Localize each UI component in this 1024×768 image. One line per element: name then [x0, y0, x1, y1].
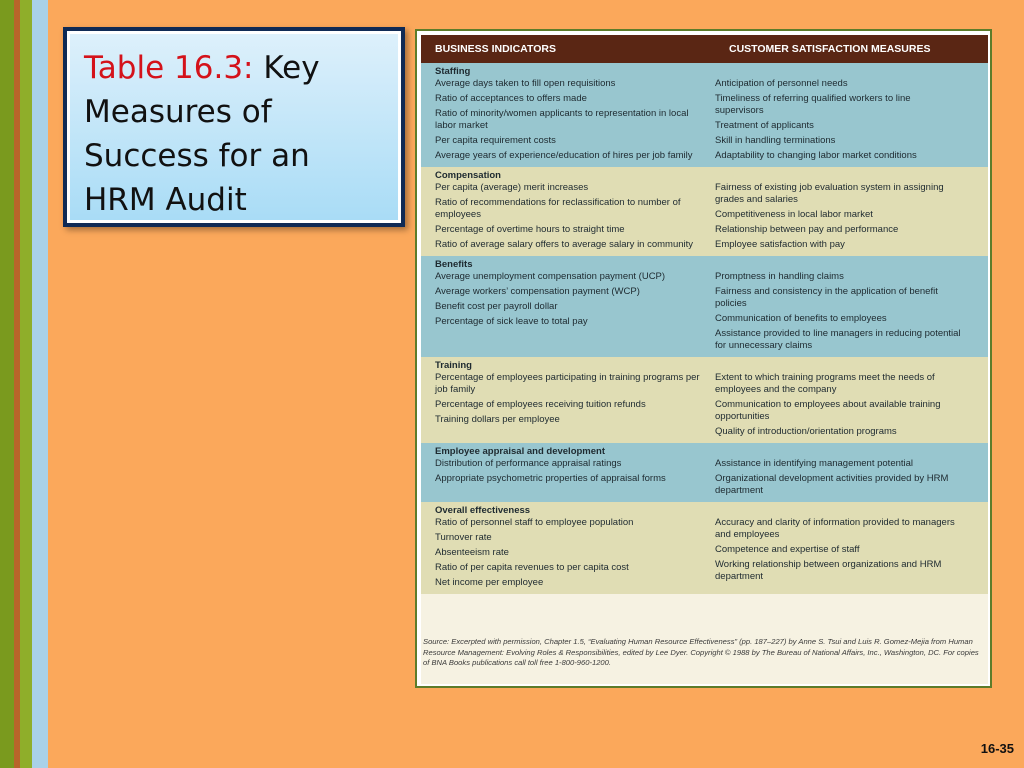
title-table-number: Table 16.3:	[84, 50, 254, 86]
table-cell: Average days taken to fill open requisitions	[435, 78, 616, 89]
decor-stripe-4	[32, 0, 48, 768]
table-cell: Assistance provided to line managers in reducing potential for unnecessary claims	[715, 328, 961, 351]
table-cell: Percentage of employees participating in training programs per job family	[435, 372, 700, 395]
table-cell: Employee satisfaction with pay	[715, 239, 845, 250]
section-title: Employee appraisal and development	[435, 446, 605, 457]
table-cell: Communication to employees about available training opportunities	[715, 399, 941, 422]
table-cell: Percentage of overtime hours to straight time	[435, 224, 625, 235]
section-title: Compensation	[435, 170, 501, 181]
table-cell: Extent to which training programs meet the needs of employees and the company	[715, 372, 935, 395]
header-customer-satisfaction: CUSTOMER SATISFACTION MEASURES	[729, 43, 931, 55]
customer-satisfaction-column	[715, 372, 975, 441]
table-cell: Quality of introduction/orientation programs	[715, 426, 897, 437]
table-section	[421, 63, 988, 167]
table-cell: Percentage of employees receiving tuition refunds	[435, 399, 646, 410]
table-cell: Ratio of personnel staff to employee population	[435, 517, 634, 528]
table-section	[421, 357, 988, 443]
customer-satisfaction-column	[715, 458, 975, 500]
table-cell: Average unemployment compensation payment (UCP)	[435, 271, 666, 282]
header-business-indicators: BUSINESS INDICATORS	[435, 43, 556, 55]
table-cell: Ratio of acceptances to offers made	[435, 93, 587, 104]
table-section	[421, 256, 988, 357]
business-indicators-column	[421, 458, 715, 500]
table-cell: Organizational development activities provided by HRM department	[715, 473, 949, 496]
table-cell: Assistance in identifying management potential	[715, 458, 914, 469]
table-cell: Net income per employee	[435, 577, 544, 588]
business-indicators-column	[421, 78, 715, 165]
table-cell: Average workers’ compensation payment (WCP)	[435, 286, 640, 297]
decor-stripe-3	[20, 0, 32, 768]
table-cell: Treatment of applicants	[715, 120, 814, 131]
table-cell: Percentage of sick leave to total pay	[435, 316, 588, 327]
table-cell: Ratio of minority/women applicants to representation in local labor market	[435, 108, 689, 131]
table-section	[421, 167, 988, 256]
table-cell: Per capita requirement costs	[435, 135, 556, 146]
page-number: 16-35	[980, 741, 1014, 756]
section-title: Benefits	[435, 259, 473, 270]
table-cell: Ratio of average salary offers to average salary in community	[435, 239, 694, 250]
table-cell: Competence and expertise of staff	[715, 544, 860, 555]
business-indicators-column	[421, 372, 715, 441]
table-cell: Appropriate psychometric properties of appraisal forms	[435, 473, 666, 484]
table-cell: Communication of benefits to employees	[715, 313, 887, 324]
table-cell: Promptness in handling claims	[715, 271, 844, 282]
business-indicators-column	[421, 182, 715, 254]
table-cell: Anticipation of personnel needs	[715, 78, 848, 89]
table-cell: Timeliness of referring qualified workers to line supervisors	[715, 93, 911, 116]
customer-satisfaction-column	[715, 182, 975, 254]
hrm-audit-table	[421, 35, 988, 684]
table-cell: Fairness of existing job evaluation system in assigning grades and salaries	[715, 182, 944, 205]
table-sections	[421, 63, 988, 594]
table-header	[421, 35, 988, 63]
table-cell: Benefit cost per payroll dollar	[435, 301, 558, 312]
source-citation: Source: Excerpted with permission, Chapter 1.5, “Evaluating Human Resource Effectiveness” (pp. 187–227) by Anne S. Tsui and Luis R. Gomez-Mejia from Human Resource Management: Evolving Roles & Responsibilities, edited by Lee Dyer. Copyright © 1988 by The Bureau of National Affairs, Inc., Washington, DC. For copies of BNA Books publications call toll free 1-800-960-1200.	[421, 633, 988, 684]
table-cell: Competitiveness in local labor market	[715, 209, 873, 220]
table-cell: Turnover rate	[435, 532, 492, 543]
section-title: Staffing	[435, 66, 471, 77]
business-indicators-column	[421, 271, 715, 355]
table-cell: Working relationship between organizations and HRM department	[715, 559, 942, 582]
table-cell: Per capita (average) merit increases	[435, 182, 589, 193]
table-cell: Adaptability to changing labor market conditions	[715, 150, 917, 161]
table-cell: Skill in handling terminations	[715, 135, 836, 146]
business-indicators-column	[421, 517, 715, 592]
table-cell: Relationship between pay and performance	[715, 224, 899, 235]
table-cell: Fairness and consistency in the application of benefit policies	[715, 286, 938, 309]
table-section	[421, 443, 988, 502]
decor-stripe-1	[0, 0, 14, 768]
customer-satisfaction-column	[715, 271, 975, 355]
table-section	[421, 502, 988, 594]
customer-satisfaction-column	[715, 78, 975, 165]
table-cell: Training dollars per employee	[435, 414, 560, 425]
customer-satisfaction-column	[715, 517, 975, 592]
title-text: Key Measures of Success for an HRM Audit	[84, 50, 320, 218]
table-cell: Average years of experience/education of hires per job family	[435, 150, 693, 161]
table-frame	[415, 29, 992, 688]
table-cell: Ratio of per capita revenues to per capita cost	[435, 562, 629, 573]
table-cell: Ratio of recommendations for reclassification to number of employees	[435, 197, 681, 220]
slide-title-box	[63, 27, 405, 227]
section-title: Training	[435, 360, 472, 371]
section-title: Overall effectiveness	[435, 505, 531, 516]
table-cell: Accuracy and clarity of information provided to managers and employees	[715, 517, 955, 540]
table-cell: Absenteeism rate	[435, 547, 509, 558]
slide-title	[67, 31, 401, 223]
table-cell: Distribution of performance appraisal ratings	[435, 458, 622, 469]
